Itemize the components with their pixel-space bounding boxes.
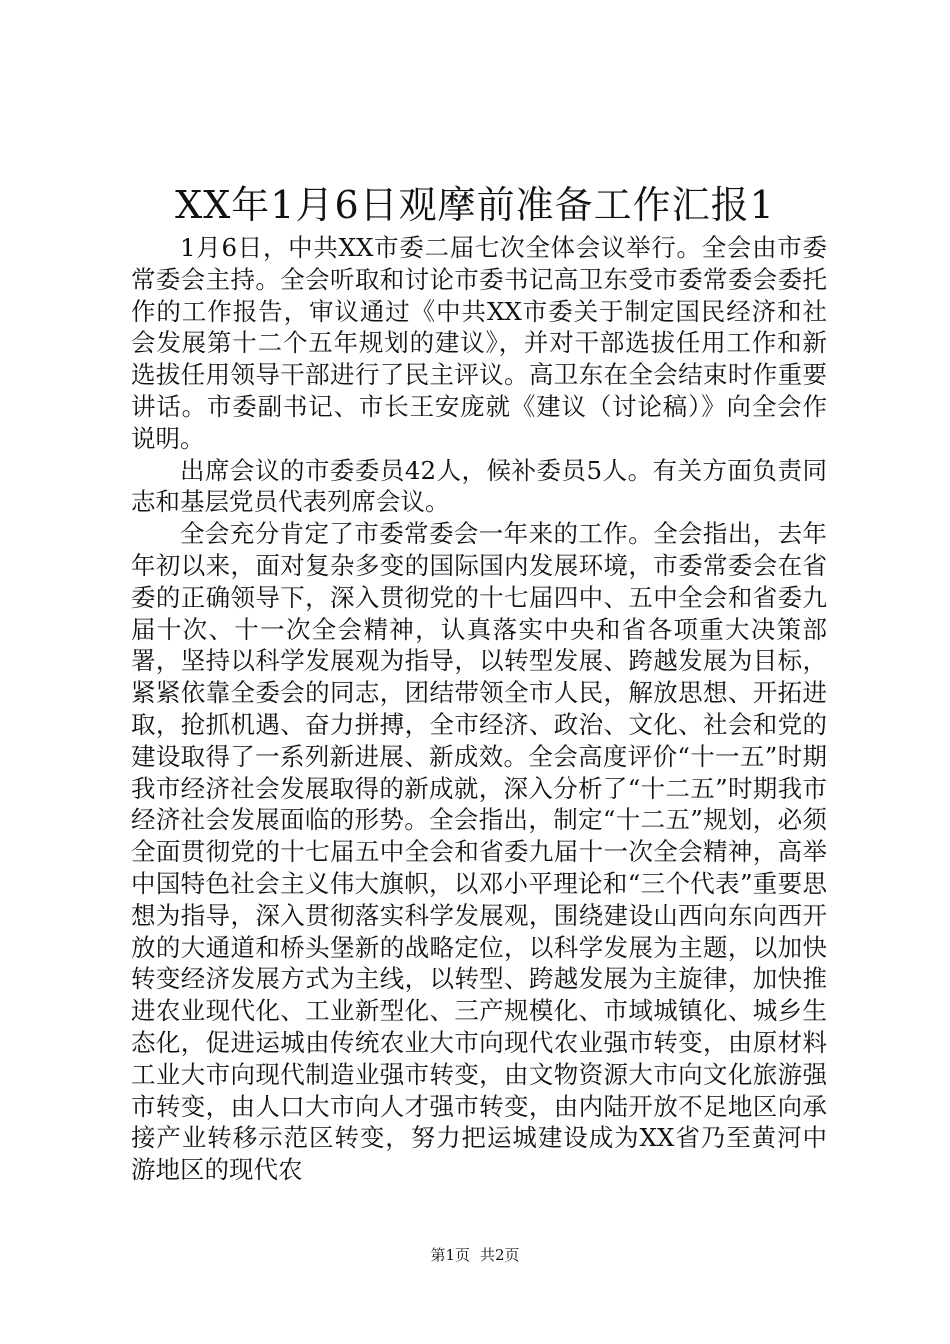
page-footer xyxy=(0,1245,950,1265)
paragraph: 全会充分肯定了市委常委会一年来的工作。全会指出，去年年初以来，面对复杂多变的国际国内发展环境，市委常委会在省委的正确领导下，深入贯彻党的十七届四中、五中全会和省委九届十次、十一次全会精神，认真落实中央和省各项重大决策部署，坚持以科学发展观为指导，以转型发展、跨越发展为目标，紧紧依靠全委会的同志，团结带领全市人民，解放思想、开拓进取，抢抓机遇、奋力拼搏，全市经济、政治、文化、社会和党的建设取得了一系列新进展、新成效。全会高度评价“十一五”时期我市经济社会发展取得的新成就，深入分析了“十二五”时期我市经济社会发展面临的形势。全会指出，制定“十二五”规划，必须全面贯彻党的十七届五中全会和省委九届十一次全会精神，高举中国特色社会主义伟大旗帜，以邓小平理论和“三个代表”重要思想为指导，深入贯彻落实科学发展观，围绕建设山西向东向西开放的大通道和桥头堡新的战略定位，以科学发展为主题，以加快转变经济发展方式为主线，以转型、跨越发展为主旋律，加快推进农业现代化、工业新型化、三产规模化、市域城镇化、城乡生态化，促进运城由传统农业大市向现代农业强市转变，由原材料工业大市向现代制造业强市转变，由文物资源大市向文化旅游强市转变，由人口大市向人才强市转变，由内陆开放不足地区向承接产业转移示范区转变，努力把运城建设成为XX省乃至黄河中游地区的现代农 xyxy=(131,519,827,1185)
page-total: 共2页 xyxy=(480,1246,520,1264)
paragraph: 1月6日，中共XX市委二届七次全体会议举行。全会由市委常委会主持。全会听取和讨论市委书记高卫东受市委常委会委托作的工作报告，审议通过《中共XX市委关于制定国民经济和社会发展第十二个五年规划的建议》，并对干部选拔任用工作和新选拔任用领导干部进行了民主评议。高卫东在全会结束时作重要讲话。市委副书记、市长王安庞就《建议（讨论稿）》向全会作说明。 xyxy=(131,233,827,453)
document-body xyxy=(131,232,827,1186)
paragraph: 出席会议的市委委员42人，候补委员5人。有关方面负责同志和基层党员代表列席会议。 xyxy=(131,455,827,517)
page-number: 第1页 xyxy=(430,1246,470,1264)
document-title: XX年1月6日观摩前准备工作汇报1 xyxy=(175,183,775,227)
